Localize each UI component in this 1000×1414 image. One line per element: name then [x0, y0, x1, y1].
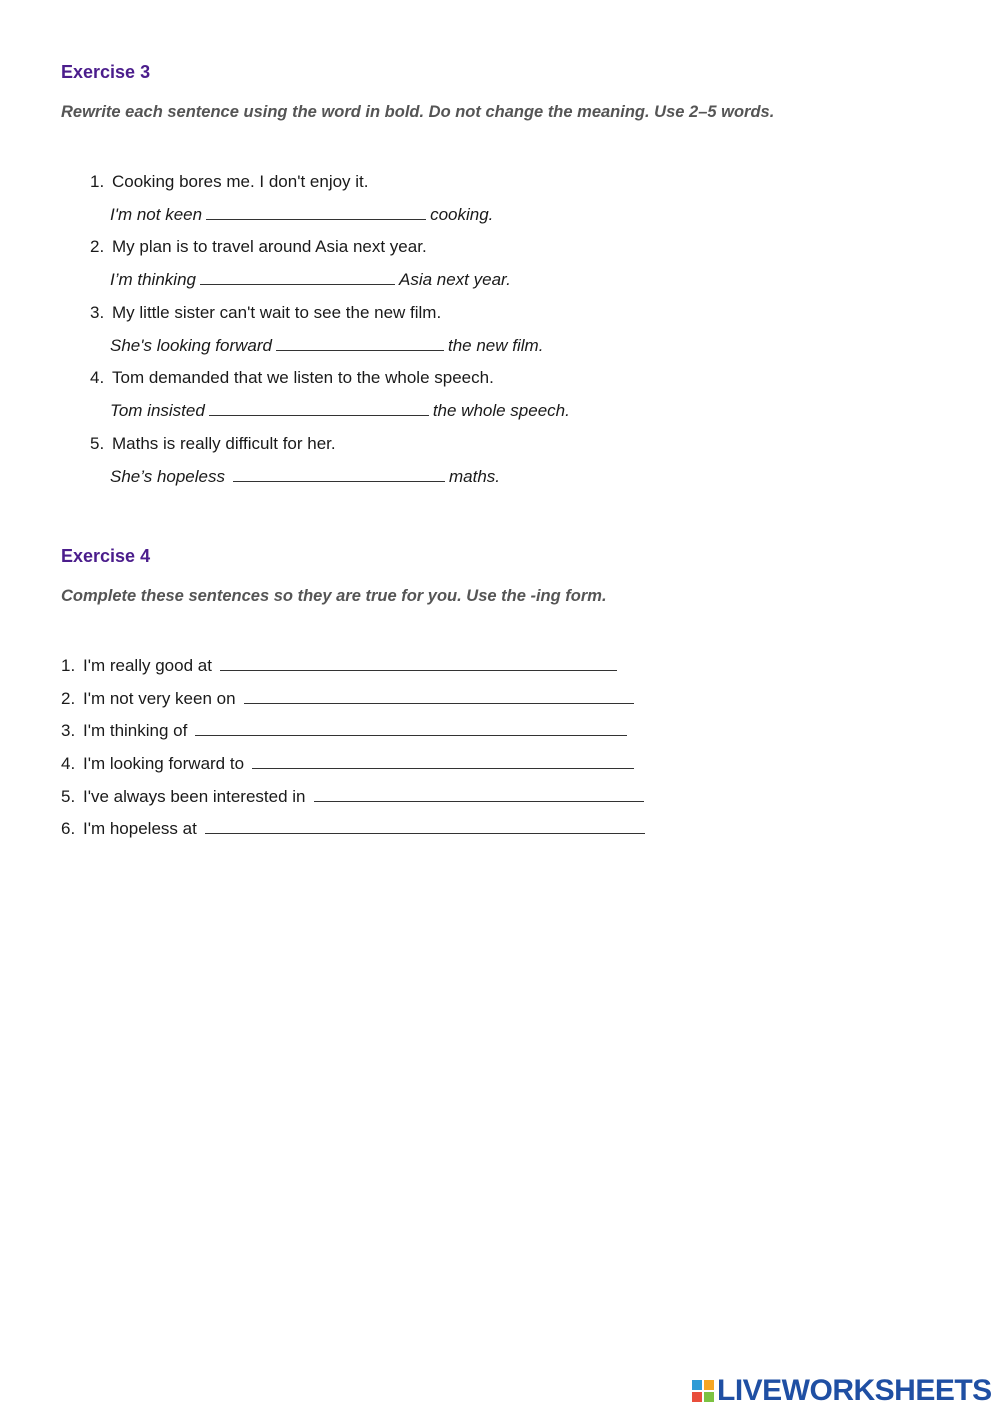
- item-number: 1.: [90, 172, 105, 191]
- rewrite-prefix: She's looking forward: [110, 336, 272, 355]
- liveworksheets-logo: [692, 1374, 992, 1408]
- ex3-item-1-rewrite: [110, 205, 493, 225]
- answer-blank[interactable]: [205, 832, 645, 834]
- answer-blank[interactable]: [209, 414, 429, 416]
- item-number: 2.: [61, 689, 76, 708]
- answer-blank[interactable]: [220, 669, 617, 671]
- rewrite-suffix: maths.: [449, 467, 501, 486]
- item-text: I'm really good at: [83, 656, 212, 675]
- logo-block: [704, 1380, 714, 1390]
- ex3-item-4-rewrite: [110, 401, 570, 421]
- item-number: 4.: [90, 368, 105, 387]
- answer-blank[interactable]: [244, 702, 634, 704]
- item-text: I'm hopeless at: [83, 819, 197, 838]
- item-number: 3.: [61, 721, 76, 740]
- rewrite-suffix: the whole speech.: [432, 401, 570, 420]
- item-text: I'm not very keen on: [83, 689, 236, 708]
- logo-block: [692, 1392, 702, 1402]
- rewrite-suffix: cooking.: [430, 205, 494, 224]
- ex3-item-4-sentence: [90, 368, 494, 388]
- ex4-item-2: [61, 689, 638, 709]
- ex4-item-5: [61, 787, 648, 807]
- item-text: I'm looking forward to: [83, 754, 245, 773]
- answer-blank[interactable]: [314, 800, 644, 802]
- exercise-3-title: Exercise 3: [61, 62, 151, 82]
- rewrite-prefix: I'm not keen: [110, 205, 203, 224]
- answer-blank[interactable]: [252, 767, 634, 769]
- answer-blank[interactable]: [276, 349, 444, 351]
- ex4-item-4: [61, 754, 638, 774]
- logo-blocks-icon: [692, 1380, 714, 1402]
- ex4-item-3: [61, 721, 631, 741]
- answer-blank[interactable]: [195, 734, 627, 736]
- ex3-item-2-sentence: [90, 237, 427, 257]
- item-number: 6.: [61, 819, 76, 838]
- ex3-item-5-sentence: [90, 434, 336, 454]
- logo-text: LIVEWORKSHEETS: [717, 1374, 992, 1407]
- item-text: I'm thinking of: [83, 721, 188, 740]
- ex3-item-1-sentence: [90, 172, 369, 192]
- ex4-item-1: [61, 656, 621, 676]
- exercise-4-instruction: Complete these sentences so they are true for you. Use the -ing form.: [61, 587, 607, 605]
- rewrite-suffix: Asia next year.: [398, 270, 511, 289]
- item-sentence: Cooking bores me. I don't enjoy it.: [112, 172, 369, 191]
- item-sentence: Tom demanded that we listen to the whole speech.: [112, 368, 494, 387]
- item-sentence: My plan is to travel around Asia next year.: [112, 237, 427, 256]
- ex4-item-6: [61, 819, 649, 839]
- item-sentence: Maths is really difficult for her.: [112, 434, 336, 453]
- rewrite-prefix: She’s hopeless: [110, 467, 225, 486]
- item-number: 3.: [90, 303, 105, 322]
- item-number: 2.: [90, 237, 105, 256]
- rewrite-prefix: I’m thinking: [110, 270, 196, 289]
- exercise-3-instruction: Rewrite each sentence using the word in bold. Do not change the meaning. Use 2–5 words.: [61, 103, 775, 121]
- ex3-item-2-rewrite: [110, 270, 511, 290]
- item-number: 4.: [61, 754, 76, 773]
- ex3-item-5-rewrite: [110, 467, 500, 487]
- rewrite-prefix: Tom insisted: [110, 401, 205, 420]
- ex3-item-3-sentence: [90, 303, 441, 323]
- item-number: 1.: [61, 656, 76, 675]
- rewrite-suffix: the new film.: [448, 336, 544, 355]
- logo-block: [692, 1380, 702, 1390]
- item-sentence: My little sister can't wait to see the new film.: [112, 303, 442, 322]
- exercise-4-title: Exercise 4: [61, 546, 151, 566]
- item-number: 5.: [90, 434, 105, 453]
- item-text: I've always been interested in: [83, 787, 306, 806]
- logo-block: [704, 1392, 714, 1402]
- answer-blank[interactable]: [233, 480, 445, 482]
- answer-blank[interactable]: [200, 283, 395, 285]
- answer-blank[interactable]: [206, 218, 426, 220]
- item-number: 5.: [61, 787, 76, 806]
- ex3-item-3-rewrite: [110, 336, 543, 356]
